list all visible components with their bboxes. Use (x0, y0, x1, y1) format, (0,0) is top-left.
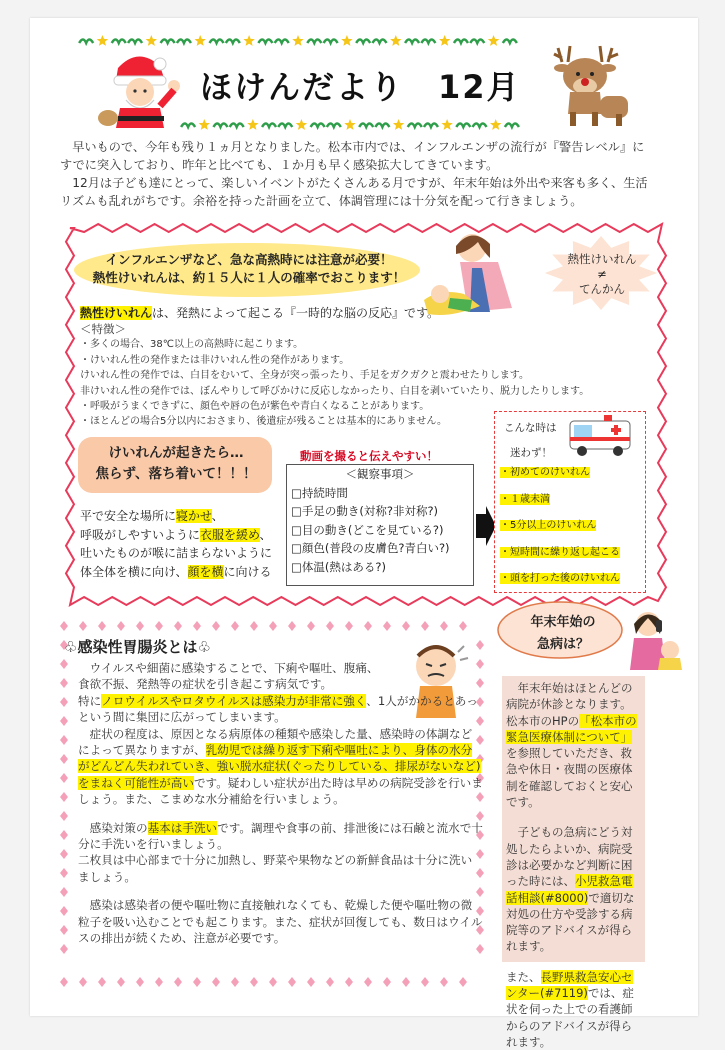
garland-leaf (307, 40, 321, 44)
garland-star (441, 119, 452, 130)
intro-paragraph-1: 早いもので、今年も残り１ヵ月となりました。松本市内では、インフルエンザの流行が『警告レベル』にすでに突入しており、昨年と比べても、１か月も早く感染拡大してきています。 (60, 140, 645, 172)
yearend-body (506, 680, 642, 1050)
flu-warning-text (84, 251, 414, 287)
diamond-ornament (60, 697, 68, 707)
diamond-ornament (307, 977, 315, 987)
diamond-ornament (269, 621, 277, 631)
gastro-paragraph: 特にノロウイルスやロタウイルスは感染力が非常に強く、1人がかかるとあっという間に集団に広がってしまいます。 (78, 693, 478, 725)
emergency-criteria-subtitle: 迷わず！ (510, 447, 552, 459)
feature-item: けいれん性の発作では、白目をむいて、全身が突っ張ったり、手足をガクガクと震わせたりします。 (80, 370, 529, 382)
diamond-ornament (60, 792, 68, 802)
gastro-paragraph: 感染は感染者の便や嘔吐物に直接触れなくても、乾燥した便や嘔吐物の微粒子を吸い込むことでも起こります。また、症状が回復しても、数日はウイルスの排出が続くため、注意が必要です。 (78, 898, 483, 946)
garland-star (243, 35, 254, 46)
diamond-ornament (193, 977, 201, 987)
garland-leaf (177, 40, 191, 44)
burst-line-2: ≠ (597, 267, 607, 281)
garland-star (247, 119, 258, 130)
diamond-ornament (98, 977, 106, 987)
diamond-ornament (60, 925, 68, 935)
diamond-ornament (79, 621, 87, 631)
observation-item: □目の動き(どこを見ている?) (291, 522, 444, 537)
garland-leaf (324, 40, 338, 44)
garland-leaf (408, 124, 422, 128)
garland-leaf (356, 40, 370, 44)
diamond-ornament (79, 977, 87, 987)
garland-leaf (456, 124, 470, 128)
garland-leaf (473, 124, 487, 128)
garland-star (97, 35, 109, 46)
garland-leaf (128, 40, 142, 44)
first-aid-line: 体全体を横に向け、顔を横に向ける (80, 564, 272, 579)
diamond-ornament (421, 621, 429, 631)
diamond-ornament (440, 977, 448, 987)
burst-line-1: 熱性けいれん (567, 252, 637, 266)
santa-illustration (98, 50, 186, 128)
diamond-ornament (136, 621, 144, 631)
diamond-ornament (288, 621, 296, 631)
garland-leaf (210, 40, 224, 44)
garland-leaf (275, 40, 289, 44)
observation-title: ＜観察事項＞ (345, 467, 415, 481)
diamond-ornament (212, 977, 220, 987)
yearend-heading (508, 612, 618, 656)
diamond-ornament (326, 977, 334, 987)
emergency-criteria-title: こんな時は (504, 422, 557, 434)
seizure-callout-text (86, 443, 266, 485)
diamond-ornament (459, 621, 467, 631)
garland-leaf (375, 124, 389, 128)
garland-leaf (359, 124, 373, 128)
page-title: ほけんだより 12月 (200, 68, 521, 106)
garland-star (341, 35, 352, 46)
observation-item: □手足の動き(対称?非対称?) (291, 504, 439, 518)
diamond-ornament (402, 977, 410, 987)
diamond-ornament (60, 977, 68, 987)
diamond-ornament (60, 773, 68, 783)
diamond-ornament (345, 621, 353, 631)
diamond-ornament (193, 621, 201, 631)
emergency-criterion: ・頭を打った後のけいれん (500, 573, 620, 584)
video-note: 動画を撮ると伝えやすい！ (300, 449, 438, 463)
garland-leaf (505, 124, 519, 128)
diamond-ornament (174, 977, 182, 987)
features-heading: ＜特徴＞ (80, 322, 126, 336)
garland-leaf (470, 40, 484, 44)
diamond-ornament (155, 621, 163, 631)
diamond-ornament (421, 977, 429, 987)
diamond-ornament (60, 716, 68, 726)
intro-text (60, 138, 650, 210)
emergency-criterion: ・短時間に繰り返し起こる (500, 546, 620, 558)
diamond-ornament (98, 621, 106, 631)
garland-leaf (424, 124, 438, 128)
diamond-ornament (155, 977, 163, 987)
diamond-ornament (288, 977, 296, 987)
top-garland-decoration (78, 34, 518, 50)
diamond-ornament (117, 977, 125, 987)
mother-phone-illustration (626, 606, 684, 670)
garland-leaf (503, 40, 517, 44)
diamond-ornament (231, 621, 239, 631)
observation-item: □体温(熱はある?) (291, 559, 386, 574)
garland-star (296, 119, 307, 130)
diamond-ornament (402, 621, 410, 631)
emergency-criterion: ・初めてのけいれん (500, 467, 590, 478)
garland-star (195, 35, 206, 46)
gastroenteritis-title: ♧感染性胃腸炎とは♧ (64, 638, 211, 656)
feature-item: ・呼吸がうまくできずに、顔色や唇の色が紫色や青白くなることがあります。 (80, 401, 430, 413)
callout-line-2: 焦らず、落ち着いて！！！ (95, 466, 257, 482)
diamond-ornament (345, 977, 353, 987)
garland-leaf (112, 40, 126, 44)
flu-warning-line-2: 熱性けいれんは、約１５人に１人の確率でおこります！ (92, 270, 406, 285)
garland-star (199, 119, 210, 130)
garland-leaf (311, 124, 325, 128)
diamond-ornament (117, 621, 125, 631)
garland-leaf (278, 124, 292, 128)
gastro-paragraph: ウイルスや細菌に感染することで、下痢や嘔吐、腹痛、 食欲不振、発熱等の症状を引き起こす病気です。 (78, 661, 379, 692)
yearend-heading-line-1: 年末年始の (530, 615, 596, 630)
diamond-ornament (459, 977, 467, 987)
garland-leaf (454, 40, 468, 44)
garland-leaf (79, 40, 93, 44)
garland-leaf (405, 40, 419, 44)
emergency-criterion: ・5分以上のけいれん (500, 520, 597, 531)
diamond-ornament (60, 868, 68, 878)
garland-leaf (421, 40, 435, 44)
garland-leaf (262, 124, 276, 128)
diamond-ornament (60, 887, 68, 897)
yearend-paragraph: 子どもの急病にどう対処したらよいか、病院受診は必要かなど判断に困った時には、小児救急電話相談(#8000)で適切な対処の仕方や受診する病院等のアドバイスが得られます。 (506, 825, 635, 954)
garland-star (146, 35, 157, 46)
garland-star (292, 35, 303, 46)
diamond-ornament (307, 621, 315, 631)
diamond-ornament (212, 621, 220, 631)
yearend-paragraph: 年末年始はほとんどの病院が休診となります。松本市のHPの「松本市の緊急医療体制について」を参照していただき、救急や休日・夜間の医療体制を確認しておくと安心です。 (506, 681, 637, 810)
yearend-heading-line-2: 急病は？ (536, 637, 589, 652)
diamond-ornament (476, 640, 484, 650)
first-aid-line: 平で安全な場所に寝かせ、 (80, 509, 224, 523)
diamond-ornament (269, 977, 277, 987)
emergency-criterion: ・１歳未満 (500, 493, 550, 505)
feature-item: ・ほとんどの場合5分以内におさまり、後遺症が残ることは基本的にありません。 (80, 416, 447, 428)
febrile-definition (80, 305, 439, 321)
diamond-ornament (364, 977, 372, 987)
right-arrow-icon (476, 506, 496, 546)
garland-star (344, 119, 355, 130)
garland-star (439, 35, 450, 46)
diamond-ornament (60, 659, 68, 669)
observation-item: □顔色(普段の皮膚色?青白い?) (291, 541, 450, 555)
diamond-ornament (60, 754, 68, 764)
ambulance-illustration (566, 411, 638, 459)
garland-leaf (161, 40, 175, 44)
burst-text (546, 252, 658, 297)
yearend-paragraph: また、長野県救急安心センター(#7119)では、症状を伺った上での看護師からのアドバイスが得られます。 (506, 969, 634, 1049)
garland-star (488, 35, 500, 46)
feature-item: ・けいれん性の発作または非けいれん性の発作があります。 (80, 354, 350, 366)
gastro-paragraph: 二枚貝は中心部まで十分に加熱し、野菜や果物などの新鮮食品は十分に洗いましょう。 (78, 853, 473, 884)
burst-line-3: てんかん (579, 282, 625, 296)
febrile-definition-text: は、発熱によって起こる『一時的な脳の反応』です。 (152, 306, 440, 320)
diamond-ornament (60, 830, 68, 840)
garland-leaf (213, 124, 227, 128)
first-aid-steps (80, 507, 285, 581)
intro-paragraph-2: 12月は子ども達にとって、楽しいイベントがたくさんある月ですが、年末年始は外出や来客も多く、生活リズムも乱れがちです。余裕を持った計画を立て、体調管理には十分気を配って行きましょう。 (60, 176, 648, 208)
observation-box (286, 464, 474, 586)
reindeer-illustration (540, 44, 632, 128)
garland-leaf (327, 124, 341, 128)
flu-warning-line-1: インフルエンザなど、急な高熱時には注意が必要！ (105, 252, 393, 267)
feature-item: ・多くの場合、38℃以上の高熱時に起こります。 (80, 339, 304, 351)
callout-line-1: けいれんが起きたら… (108, 445, 244, 461)
diamond-ornament (231, 977, 239, 987)
gastro-paragraph: 症状の程度は、原因となる病原体の種類や感染した量、感染時の体調などによって異なりますが、乳幼児では繰り返す下痢や嘔吐により、身体の水分がどんどん失われていき、強い脱水症状(ぐったりしている、排尿がないなど)をまねく可能性が高いです。疑わしい症状が出た時は早めの病院受診を行いましょう。また、こまめな水分補給を行いましょう。 (78, 726, 483, 807)
gastro-paragraph: 感染対策の基本は手洗いです。調理や食事の前、排泄後には石鹸と流水で十分に手洗いを行いましょう。 (78, 820, 483, 852)
diamond-ornament (136, 977, 144, 987)
diamond-ornament (383, 621, 391, 631)
diamond-ornament (60, 621, 68, 631)
diamond-ornament (383, 977, 391, 987)
diamond-ornament (60, 944, 68, 954)
garland-leaf (230, 124, 244, 128)
garland-leaf (372, 40, 386, 44)
diamond-ornament (250, 621, 258, 631)
feature-item: 非けいれん性の発作では、ぼんやりして呼びかけに反応しなかったり、白目を剥いていたり、脱力したりします。 (80, 385, 590, 397)
diamond-ornament (174, 621, 182, 631)
diamond-ornament (60, 849, 68, 859)
garland-star (490, 119, 501, 130)
diamond-ornament (60, 735, 68, 745)
first-aid-line: 吐いたものが喉に詰まらないように (80, 546, 273, 561)
diamond-ornament (60, 906, 68, 916)
febrile-term: 熱性けいれん (80, 306, 153, 320)
first-aid-line: 呼吸がしやすいように衣服を緩め、 (80, 527, 272, 542)
garland-leaf (258, 40, 272, 44)
diamond-ornament (440, 621, 448, 631)
diamond-ornament (60, 678, 68, 688)
diamond-ornament (250, 977, 258, 987)
garland-star (393, 119, 404, 130)
diamond-ornament (364, 621, 372, 631)
bottom-garland-decoration (180, 118, 520, 132)
garland-star (390, 35, 401, 46)
emergency-criteria-list (500, 460, 620, 593)
observation-item: □持続時間 (291, 485, 348, 500)
gastroenteritis-body (78, 660, 483, 947)
garland-leaf (226, 40, 240, 44)
diamond-ornament (60, 811, 68, 821)
diamond-ornament (326, 621, 334, 631)
